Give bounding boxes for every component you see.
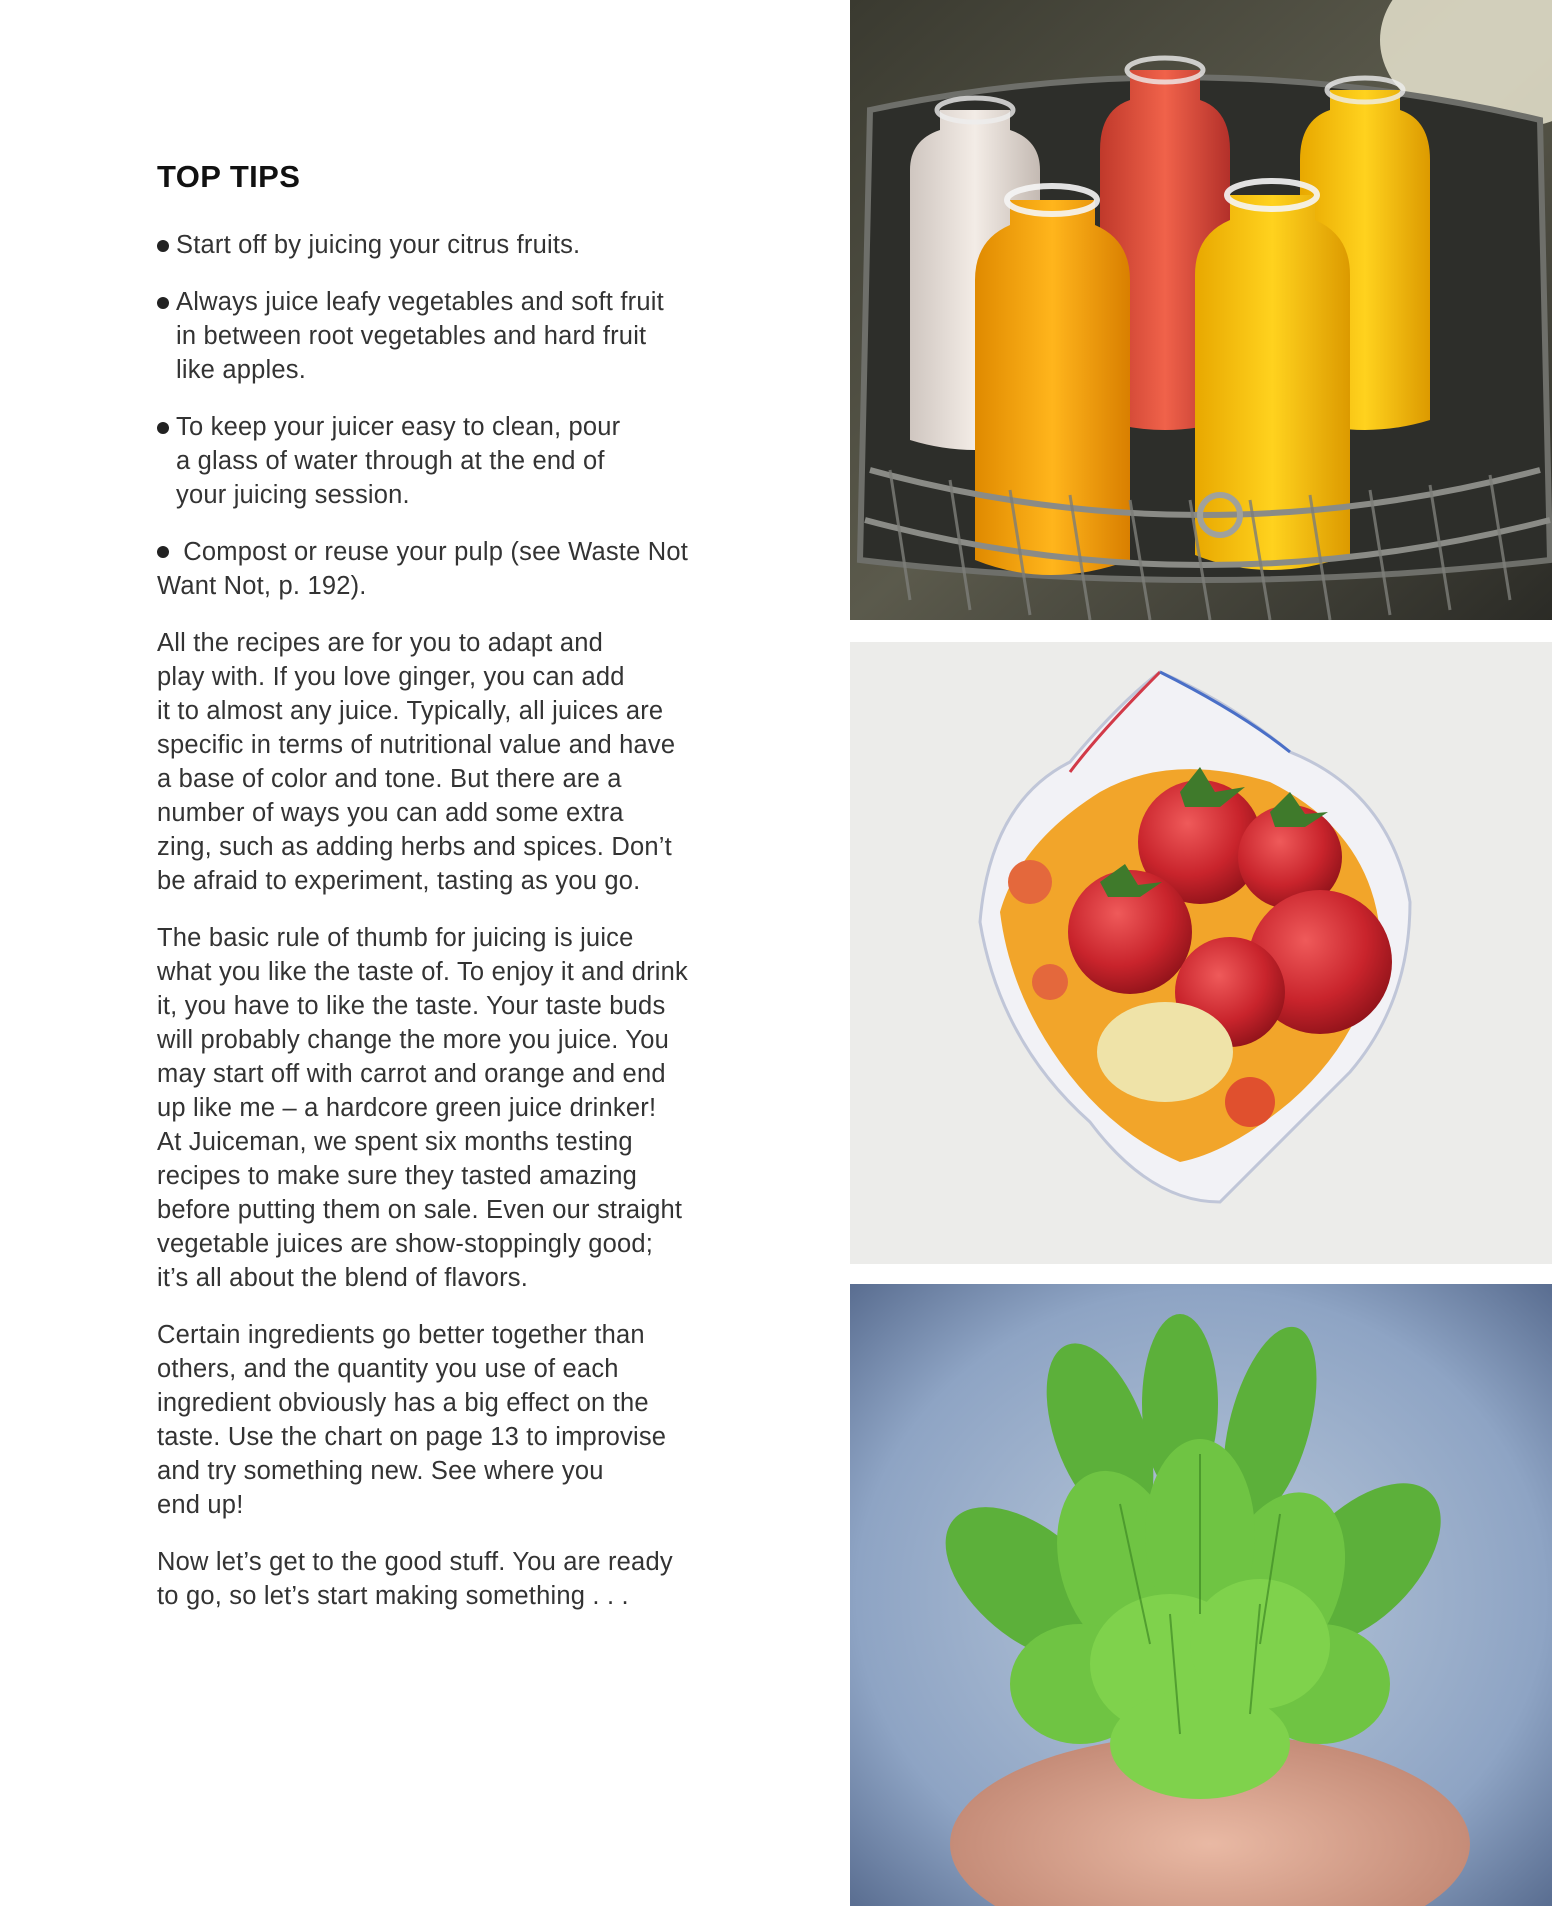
body-paragraph: All the recipes are for you to adapt and play with. If you love ginger, you can add it to almost any juice. Typically, all juices are specific in terms of nutritional value and have a base of color and tone. But there are a number of ways you can add some extra zing, such as adding herbs and spices. Don’t be afraid to experiment, tasting as you go. (157, 629, 676, 895)
tip-text: Start off by juicing your citrus fruits. (176, 231, 581, 259)
tip-item (157, 285, 757, 387)
strawberries-bag-photo (850, 642, 1552, 1264)
body-paragraph: Certain ingredients go better together than others, and the quantity you use of each ingredient obviously has a big effect on the taste. Use the chart on page 13 to improvise and try something new. See where you end up! (157, 1321, 667, 1519)
body-paragraph: The basic rule of thumb for juicing is juice what you like the taste of. To enjoy it and drink it, you have to like the taste. Your taste buds will probably change the more you juice. You may start off with carrot and orange and end up like me – a hardcore green juice drinker! At Juiceman, we spent six months testing recipes to make sure they tasted amazing before putting them on sale. Even our straight vegetable juices are show-stoppingly good; it’s all about the blend of flavors. (157, 924, 688, 1292)
body-paragraph: Now let’s get to the good stuff. You are ready to go, so let’s start making something . . . (157, 1548, 673, 1610)
bullet-icon (157, 240, 169, 252)
tip-text: To keep your juicer easy to clean, pour a glass of water through at the end of your juicing session. (176, 413, 621, 509)
tip-item (157, 535, 757, 603)
juice-bottles-photo (850, 0, 1552, 620)
tip-text: Always juice leafy vegetables and soft fruit in between root vegetables and hard fruit like apples. (176, 288, 664, 384)
tips-list (157, 228, 757, 603)
bullet-icon (157, 297, 169, 309)
text-column (157, 160, 757, 1636)
bullet-icon (157, 422, 169, 434)
tip-item (157, 228, 757, 262)
page-heading: TOP TIPS (157, 159, 301, 194)
tip-item (157, 410, 757, 512)
mint-leaves-photo (850, 1284, 1552, 1906)
bullet-icon (157, 546, 169, 558)
tip-text: Compost or reuse your pulp (see Waste Not Want Not, p. 192). (157, 538, 689, 600)
